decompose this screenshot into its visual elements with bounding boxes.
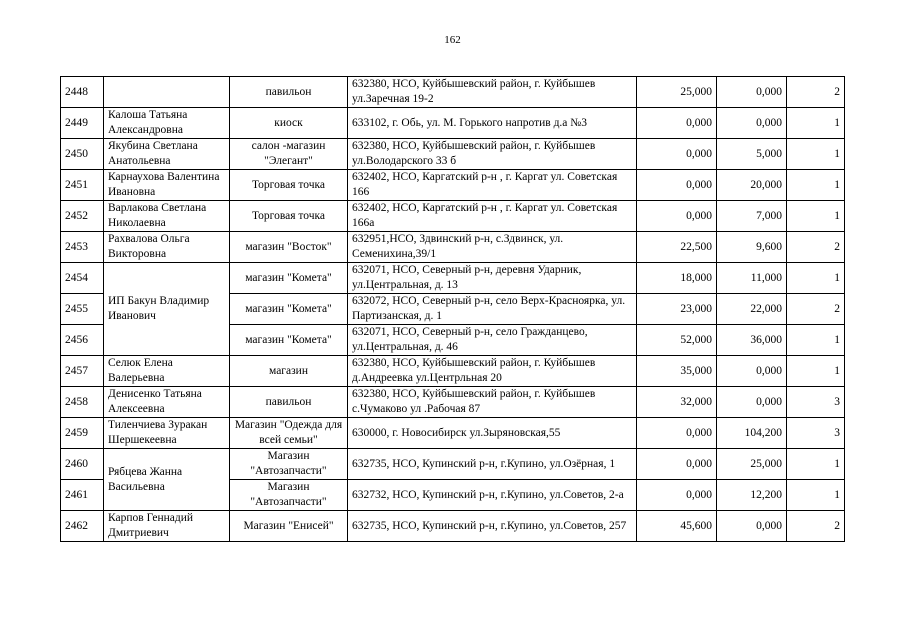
value-2: 36,000 xyxy=(717,325,787,356)
owner-name: Селюк Елена Валерьевна xyxy=(104,356,230,387)
row-number: 2462 xyxy=(61,511,104,542)
table-row xyxy=(61,449,845,480)
value-3: 1 xyxy=(787,139,845,170)
address: 632402, НСО, Каргатский р-н , г. Каргат ул. Советская 166а xyxy=(348,201,637,232)
value-2: 0,000 xyxy=(717,108,787,139)
value-3: 3 xyxy=(787,387,845,418)
value-1: 32,000 xyxy=(637,387,717,418)
row-number: 2458 xyxy=(61,387,104,418)
value-2: 25,000 xyxy=(717,449,787,480)
value-2: 22,000 xyxy=(717,294,787,325)
value-3: 1 xyxy=(787,170,845,201)
value-2: 0,000 xyxy=(717,356,787,387)
row-number: 2448 xyxy=(61,77,104,108)
address: 630000, г. Новосибирск ул.Зыряновская,55 xyxy=(348,418,637,449)
value-1: 0,000 xyxy=(637,449,717,480)
row-number: 2456 xyxy=(61,325,104,356)
address: 632380, НСО, Куйбышевский район, г. Куйбышев ул.Заречная 19-2 xyxy=(348,77,637,108)
value-3: 2 xyxy=(787,294,845,325)
table-row xyxy=(61,108,845,139)
value-2: 0,000 xyxy=(717,387,787,418)
table-row xyxy=(61,232,845,263)
value-3: 1 xyxy=(787,449,845,480)
object-type: Магазин "Автозапчасти" xyxy=(230,449,348,480)
value-1: 25,000 xyxy=(637,77,717,108)
owner-name: Рахвалова Ольга Викторовна xyxy=(104,232,230,263)
value-3: 3 xyxy=(787,418,845,449)
owner-name: Якубина Светлана Анатольевна xyxy=(104,139,230,170)
object-type: Торговая точка xyxy=(230,201,348,232)
address: 632735, НСО, Купинский р-н, г.Купино, ул.Озёрная, 1 xyxy=(348,449,637,480)
address: 632071, НСО, Северный р-н, деревня Ударник, ул.Центральная, д. 13 xyxy=(348,263,637,294)
object-type: Магазин "Енисей" xyxy=(230,511,348,542)
value-1: 22,500 xyxy=(637,232,717,263)
table-row xyxy=(61,511,845,542)
value-2: 0,000 xyxy=(717,511,787,542)
value-3: 1 xyxy=(787,480,845,511)
owner-name xyxy=(104,77,230,108)
object-type: магазин "Комета" xyxy=(230,263,348,294)
row-number: 2450 xyxy=(61,139,104,170)
value-3: 1 xyxy=(787,263,845,294)
value-2: 104,200 xyxy=(717,418,787,449)
table-row xyxy=(61,139,845,170)
value-3: 2 xyxy=(787,511,845,542)
row-number: 2451 xyxy=(61,170,104,201)
row-number: 2449 xyxy=(61,108,104,139)
row-number: 2455 xyxy=(61,294,104,325)
address: 632380, НСО, Куйбышевский район, г. Куйбышев ул.Володарского 33 б xyxy=(348,139,637,170)
page-number: 162 xyxy=(444,34,461,46)
address: 632380, НСО, Куйбышевский район, г. Куйбышев с.Чумаково ул .Рабочая 87 xyxy=(348,387,637,418)
value-3: 2 xyxy=(787,77,845,108)
object-type: магазин xyxy=(230,356,348,387)
table-row xyxy=(61,170,845,201)
table-row xyxy=(61,418,845,449)
value-3: 2 xyxy=(787,232,845,263)
value-1: 0,000 xyxy=(637,108,717,139)
owner-name: Карпов Геннадий Дмитриевич xyxy=(104,511,230,542)
object-type: павильон xyxy=(230,77,348,108)
owner-name: Варлакова Светлана Николаевна xyxy=(104,201,230,232)
table-row xyxy=(61,201,845,232)
owner-name xyxy=(104,325,230,356)
object-type: магазин "Комета" xyxy=(230,294,348,325)
value-3: 1 xyxy=(787,108,845,139)
address: 632951,НСО, Здвинский р-н, с.Здвинск, ул. Семенихина,39/1 xyxy=(348,232,637,263)
table-row xyxy=(61,294,845,325)
row-number: 2460 xyxy=(61,449,104,480)
value-1: 0,000 xyxy=(637,418,717,449)
value-2: 7,000 xyxy=(717,201,787,232)
object-type: салон -магазин "Элегант" xyxy=(230,139,348,170)
value-1: 0,000 xyxy=(637,201,717,232)
owner-name: ИП Бакун Владимир Иванович xyxy=(104,294,230,325)
object-type: киоск xyxy=(230,108,348,139)
value-1: 45,600 xyxy=(637,511,717,542)
registry-table xyxy=(60,76,845,542)
value-2: 12,200 xyxy=(717,480,787,511)
row-number: 2454 xyxy=(61,263,104,294)
address: 633102, г. Обь, ул. М. Горького напротив д.а №3 xyxy=(348,108,637,139)
table-row xyxy=(61,77,845,108)
address: 632402, НСО, Каргатский р-н , г. Каргат ул. Советская 166 xyxy=(348,170,637,201)
table-row xyxy=(61,325,845,356)
row-number: 2457 xyxy=(61,356,104,387)
owner-name: Карнаухова Валентина Ивановна xyxy=(104,170,230,201)
row-number: 2453 xyxy=(61,232,104,263)
value-1: 52,000 xyxy=(637,325,717,356)
owner-name: Рябцева Жанна Васильевна xyxy=(104,449,230,511)
table-row xyxy=(61,263,845,294)
row-number: 2459 xyxy=(61,418,104,449)
value-1: 23,000 xyxy=(637,294,717,325)
object-type: магазин "Восток" xyxy=(230,232,348,263)
value-2: 9,600 xyxy=(717,232,787,263)
owner-name: Тиленчиева Зуракан Шершекеевна xyxy=(104,418,230,449)
row-number: 2461 xyxy=(61,480,104,511)
address: 632735, НСО, Купинский р-н, г.Купино, ул.Советов, 257 xyxy=(348,511,637,542)
address: 632072, НСО, Северный р-н, село Верх-Красноярка, ул. Партизанская, д. 1 xyxy=(348,294,637,325)
owner-name xyxy=(104,263,230,294)
table-row xyxy=(61,387,845,418)
value-3: 1 xyxy=(787,201,845,232)
table-row xyxy=(61,356,845,387)
value-1: 35,000 xyxy=(637,356,717,387)
owner-name: Денисенко Татьяна Алексеевна xyxy=(104,387,230,418)
row-number: 2452 xyxy=(61,201,104,232)
address: 632380, НСО, Куйбышевский район, г. Куйбышев д.Андреевка ул.Центрльная 20 xyxy=(348,356,637,387)
value-2: 5,000 xyxy=(717,139,787,170)
value-1: 0,000 xyxy=(637,139,717,170)
value-1: 18,000 xyxy=(637,263,717,294)
owner-name: Калоша Татьяна Александровна xyxy=(104,108,230,139)
object-type: Магазин "Автозапчасти" xyxy=(230,480,348,511)
address: 632732, НСО, Купинский р-н, г.Купино, ул.Советов, 2-а xyxy=(348,480,637,511)
value-2: 0,000 xyxy=(717,77,787,108)
value-3: 1 xyxy=(787,356,845,387)
object-type: павильон xyxy=(230,387,348,418)
object-type: Торговая точка xyxy=(230,170,348,201)
value-3: 1 xyxy=(787,325,845,356)
value-2: 20,000 xyxy=(717,170,787,201)
address: 632071, НСО, Северный р-н, село Гражданцево, ул.Центральная, д. 46 xyxy=(348,325,637,356)
object-type: магазин "Комета" xyxy=(230,325,348,356)
value-2: 11,000 xyxy=(717,263,787,294)
value-1: 0,000 xyxy=(637,170,717,201)
object-type: Магазин "Одежда для всей семьи" xyxy=(230,418,348,449)
value-1: 0,000 xyxy=(637,480,717,511)
